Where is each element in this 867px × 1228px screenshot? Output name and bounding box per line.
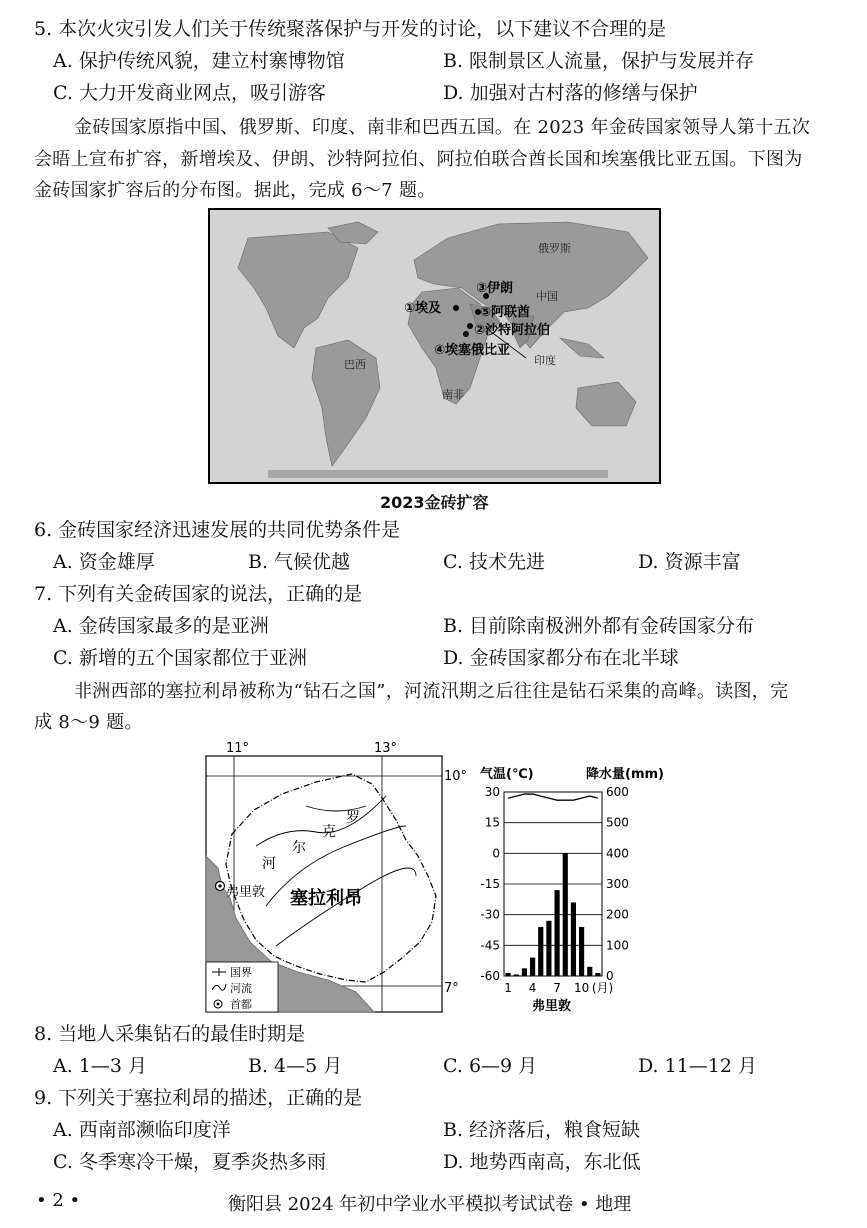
- q7-option-d: D. 金砖国家都分布在北半球: [443, 647, 679, 669]
- q8-option-d: D. 11—12 月: [638, 1055, 758, 1077]
- intro1-line-1: 金砖国家原指中国、俄罗斯、印度、南非和巴西五国。在 2023 年金砖国家领导人第十五次: [74, 117, 811, 138]
- month-tick-label: 1: [504, 981, 512, 995]
- q9-option-d: D. 地势西南高，东北低: [443, 1151, 641, 1173]
- legend-border: 国界: [230, 966, 252, 979]
- map-label-egypt: ①埃及: [404, 301, 442, 316]
- q6-option-d: D. 资源丰富: [638, 551, 741, 573]
- map-label-ethiopia: ④埃塞俄比亚: [434, 343, 511, 358]
- lon-13-label: 13°: [374, 741, 398, 756]
- precip-tick-label: 400: [606, 846, 629, 861]
- precip-tick-label: 500: [606, 815, 629, 830]
- q9-option-c: C. 冬季寒冷干燥，夏季炎热多雨: [53, 1151, 326, 1173]
- q7-stem: 7. 下列有关金砖国家的说法，正确的是: [34, 583, 363, 605]
- month-tick-label: 10: [573, 981, 590, 995]
- river-char-1: 罗: [346, 810, 360, 826]
- q8-option-a: A. 1—3 月: [53, 1055, 148, 1077]
- q6-option-c: C. 技术先进: [443, 551, 545, 573]
- map-label-south-africa: 南非: [442, 388, 464, 401]
- marker-egypt: [453, 305, 459, 311]
- q6-option-b: B. 气候优越: [248, 551, 351, 573]
- sierra-leone-map: [196, 736, 470, 1018]
- lon-11-label: 11°: [226, 741, 250, 756]
- river-char-2: 克: [322, 824, 336, 840]
- precip-bar: [571, 902, 576, 976]
- marker-saudi: [467, 323, 473, 329]
- precip-bar: [579, 927, 584, 976]
- month-tick-label: 7: [553, 981, 561, 995]
- country-label: 塞拉利昂: [290, 888, 362, 909]
- precip-bar: [506, 973, 511, 976]
- map1-caption: 2023金砖扩容: [380, 493, 489, 512]
- precip-bar: [587, 967, 592, 976]
- precip-tick-label: 0: [606, 969, 614, 983]
- q8-option-c: C. 6—9 月: [443, 1055, 538, 1077]
- river-char-3: 尔: [292, 840, 306, 856]
- page-number: • 2 •: [36, 1190, 81, 1211]
- q8-stem: 8. 当地人采集钻石的最佳时期是: [34, 1023, 306, 1045]
- temp-axis-title: 气温(℃): [480, 767, 534, 782]
- precip-bar: [595, 973, 600, 976]
- q5-option-c: C. 大力开发商业网点，吸引游客: [53, 82, 326, 104]
- map-label-china: 中国: [536, 290, 558, 303]
- temp-tick-label: -60: [480, 969, 500, 983]
- map-label-india: 印度: [534, 354, 556, 367]
- precip-bar: [563, 853, 568, 976]
- q7-option-b: B. 目前除南极洲外都有金砖国家分布: [443, 615, 755, 637]
- intro1-line-3: 金砖国家扩容后的分布图。据此，完成 6～7 题。: [34, 180, 436, 201]
- precip-bar: [546, 921, 551, 976]
- q5-stem: 5. 本次火灾引发人们关于传统聚落保护与开发的讨论，以下建议不合理的是: [34, 18, 667, 40]
- brics-world-map: [208, 208, 661, 484]
- precip-bar: [522, 968, 527, 976]
- map-label-uae: ⑤阿联酋: [480, 305, 531, 320]
- q5-option-b: B. 限制景区人流量，保护与发展并存: [443, 50, 755, 72]
- q5-option-d: D. 加强对古村落的修缮与保护: [443, 82, 698, 104]
- map-label-iran: ③伊朗: [476, 281, 514, 296]
- precip-bar: [514, 974, 519, 976]
- temp-tick-label: -45: [480, 938, 500, 953]
- legend-capital: 首都: [230, 998, 252, 1011]
- map-label-saudi: ②沙特阿拉伯: [474, 323, 551, 338]
- marker-ethiopia: [463, 331, 469, 337]
- intro1-line-2: 会晤上宣布扩容，新增埃及、伊朗、沙特阿拉伯、阿拉伯联合酋长国和埃塞俄比亚五国。下图为: [34, 149, 803, 170]
- temp-tick-label: -30: [480, 907, 500, 922]
- temp-tick-label: -15: [480, 877, 500, 891]
- temp-line: [508, 794, 598, 800]
- precip-axis-title: 降水量(mm): [586, 767, 664, 782]
- map-label-russia: 俄罗斯: [538, 242, 571, 255]
- precip-tick-label: 200: [606, 907, 629, 922]
- q7-option-a: A. 金砖国家最多的是亚洲: [53, 615, 269, 637]
- lat-10-label: 10°: [444, 769, 468, 784]
- map-legend: [206, 962, 278, 1012]
- capital-label: 弗里敦: [226, 885, 266, 900]
- precip-bar: [555, 890, 560, 976]
- climate-chart: [470, 762, 680, 1014]
- intro2-line-1: 非洲西部的塞拉利昂被称为“钻石之国”，河流汛期之后往往是钻石采集的高峰。读图，完: [74, 681, 789, 702]
- q8-option-b: B. 4—5 月: [248, 1055, 343, 1077]
- footer-title: 衡阳县 2024 年初中学业水平模拟考试试卷 • 地理: [228, 1194, 632, 1215]
- temp-tick-label: 30: [484, 785, 500, 799]
- q5-option-a: A. 保护传统风貌，建立村寨博物馆: [53, 50, 345, 72]
- month-unit-label: (月): [591, 981, 614, 995]
- map-label-brazil: 巴西: [344, 358, 366, 371]
- precip-tick-label: 300: [606, 877, 629, 891]
- q9-stem: 9. 下列关于塞拉利昂的描述，正确的是: [34, 1087, 363, 1109]
- station-label: 弗里敦: [532, 999, 572, 1014]
- q9-option-b: B. 经济落后，粮食短缺: [443, 1119, 641, 1141]
- temp-tick-label: 15: [484, 815, 500, 830]
- precip-bar: [530, 958, 535, 976]
- precip-tick-label: 600: [606, 785, 629, 799]
- lat-7-label: 7°: [444, 981, 459, 996]
- q6-stem: 6. 金砖国家经济迅速发展的共同优势条件是: [34, 519, 401, 541]
- q7-option-c: C. 新增的五个国家都位于亚洲: [53, 647, 307, 669]
- temp-tick-label: 0: [492, 846, 500, 861]
- intro2-line-2: 成 8～9 题。: [34, 712, 143, 733]
- precip-tick-label: 100: [606, 938, 629, 953]
- precip-bar: [538, 927, 543, 976]
- q9-option-a: A. 西南部濒临印度洋: [53, 1119, 231, 1141]
- legend-river: 河流: [230, 982, 252, 995]
- month-tick-label: 4: [528, 981, 537, 995]
- river-char-4: 河: [262, 856, 276, 872]
- q6-option-a: A. 资金雄厚: [53, 551, 155, 573]
